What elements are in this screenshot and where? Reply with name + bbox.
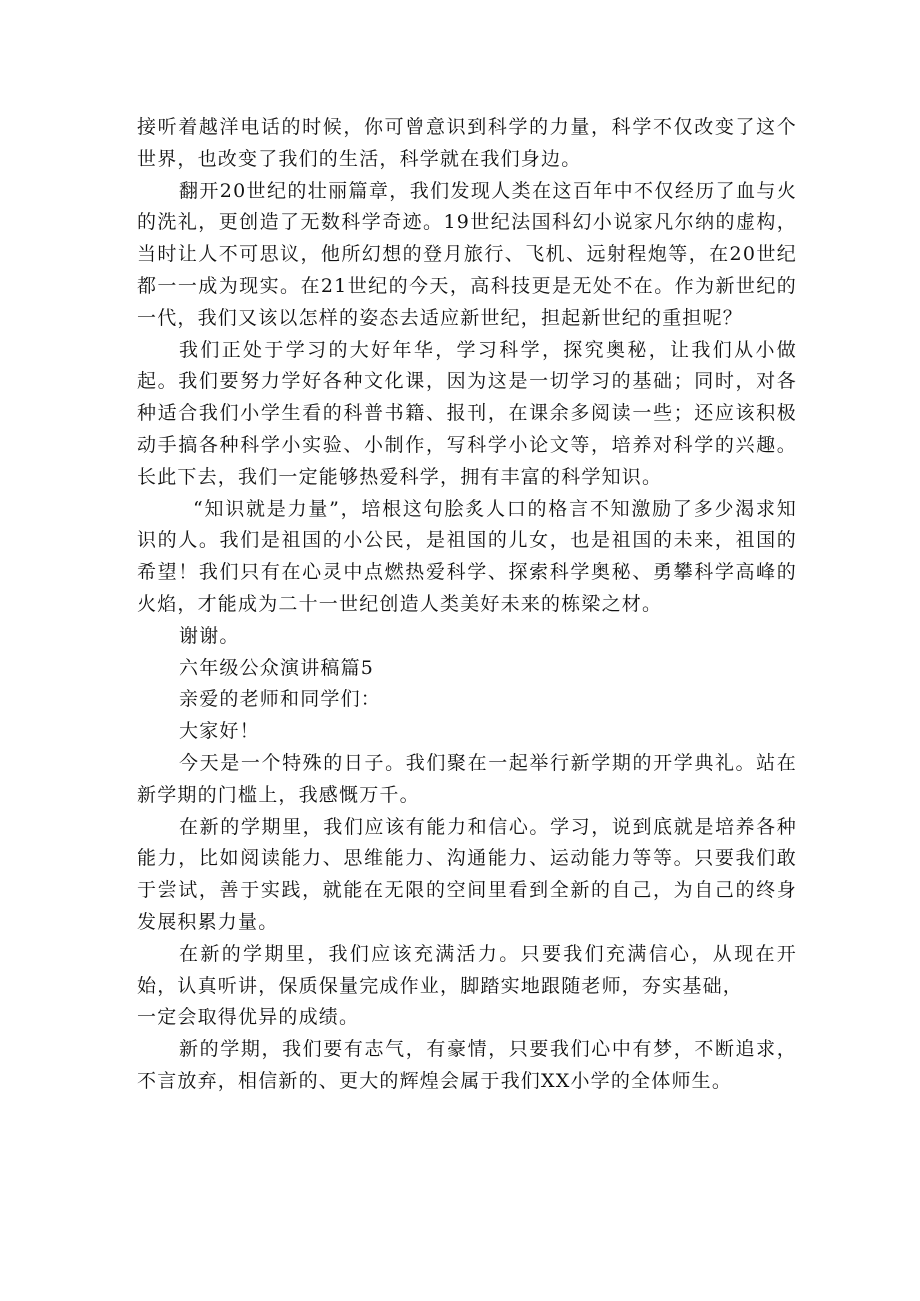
salutation: 亲爱的老师和同学们： xyxy=(179,688,382,711)
section-heading: 六年级公众演讲稿篇5 xyxy=(179,656,375,679)
paragraph-knowledge-is-power: “知识就是力量”，培根这句脍炙人口的格言不知激励了多少渴求知识的人。我们是祖国的小公民，是祖国的儿女，也是祖国的未来，祖国的希望！我们只有在心灵中点燃热爱科学、探索科学奥秘、勇攀科学高峰的火焰，才能成为二十一世纪创造人类美好未来的栋梁之材。 xyxy=(137,497,797,615)
paragraph-excellent-results: 一定会取得优异的成绩。 xyxy=(137,1006,360,1029)
greeting: 大家好！ xyxy=(179,720,260,743)
paragraph-thanks: 谢谢。 xyxy=(179,624,240,647)
paragraph-special-day: 今天是一个特殊的日子。我们聚在一起举行新学期的开学典礼。站在新学期的门槛上，我感慨万千。 xyxy=(137,751,797,806)
paragraph-new-semester: 新的学期，我们要有志气，有豪情，只要我们心中有梦，不断追求，不言放弃，相信新的、更大的辉煌会属于我们XX小学的全体师生。 xyxy=(137,1038,797,1092)
paragraph-20th-century: 翻开20世纪的壮丽篇章，我们发现人类在这百年中不仅经历了血与火的洗礼，更创造了无数科学奇迹。19世纪法国科幻小说家凡尔纳的虚构，当时让人不可思议，他所幻想的登月旅行、飞机、远射程炮等，在20世纪都一一成为现实。在21世纪的今天，高科技更是无处不在。作为新世纪的一代，我们又该以怎样的姿态去适应新世纪，担起新世纪的重担呢？ xyxy=(137,179,797,329)
document-body xyxy=(137,112,797,1098)
paragraph-science-power: 接听着越洋电话的时候，你可曾意识到科学的力量，科学不仅改变了这个世界，也改变了我们的生活，科学就在我们身边。 xyxy=(137,116,797,170)
paragraph-full-of-energy: 在新的学期里，我们应该充满活力。只要我们充满信心，从现在开始，认真听讲，保质保量完成作业，脚踏实地跟随老师，夯实基础， xyxy=(137,942,797,997)
paragraph-learning-science: 我们正处于学习的大好年华，学习科学，探究奥秘，让我们从小做起。我们要努力学好各种文化课，因为这是一切学习的基础；同时，对各种适合我们小学生看的科普书籍、报刊，在课余多阅读一些；还应该积极动手搞各种科学小实验、小制作，写科学小论文等，培养对科学的兴趣。长此下去，我们一定能够热爱科学，拥有丰富的科学知识。 xyxy=(137,338,797,488)
paragraph-ability-confidence: 在新的学期里，我们应该有能力和信心。学习，说到底就是培养各种能力，比如阅读能力、思维能力、沟通能力、运动能力等等。只要我们敢于尝试，善于实践，就能在无限的空间里看到全新的自己，为自己的终身发展积累力量。 xyxy=(137,815,797,933)
